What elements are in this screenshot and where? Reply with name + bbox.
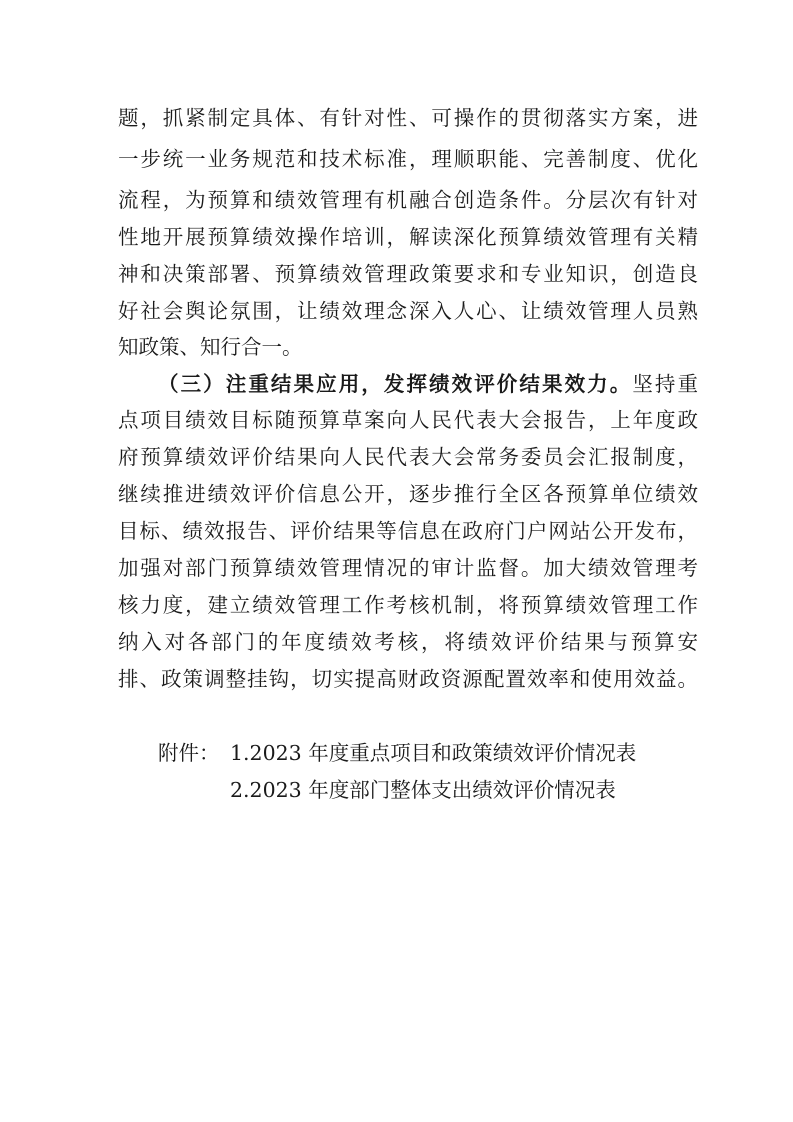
text-line: 府预算绩效评价结果向人民代表大会常务委员会汇报制度， <box>118 445 698 469</box>
attachments-label: 附件： <box>158 741 220 765</box>
attachment-item: 1.2023 年度重点项目和政策绩效评价情况表 <box>230 741 637 765</box>
heading-continuation: 坚持重 <box>632 372 699 396</box>
section-heading: （三）注重结果应用，发挥绩效评价结果效力。 <box>158 372 633 396</box>
text-line: 加强对部门预算绩效管理情况的审计监督。加大绩效管理考 <box>118 556 698 580</box>
text-line: 神和决策部署、预算绩效管理政策要求和专业知识，创造良 <box>118 262 698 286</box>
text-line: 流程，为预算和绩效管理有机融合创造条件。分层次有针对 <box>118 188 698 212</box>
text-line: 性地开展预算绩效操作培训，解读深化预算绩效管理有关精 <box>118 225 698 249</box>
text-line: 核力度，建立绩效管理工作考核机制，将预算绩效管理工作 <box>118 593 698 617</box>
text-line: 纳入对各部门的年度绩效考核，将绩效评价结果与预算安 <box>118 630 698 654</box>
paragraph-first-line <box>158 370 698 398</box>
text-line: 一步统一业务规范和技术标准，理顺职能、完善制度、优化 <box>118 147 698 171</box>
text-line: 继续推进绩效评价信息公开，逐步推行全区各预算单位绩效 <box>118 482 698 506</box>
attachment-item: 2.2023 年度部门整体支出绩效评价情况表 <box>230 778 616 802</box>
text-line: 题，抓紧制定具体、有针对性、可操作的贯彻落实方案，进 <box>118 106 698 130</box>
text-line: 知政策、知行合一。 <box>118 335 303 359</box>
text-line: 点项目绩效目标随预算草案向人民代表大会报告，上年度政 <box>118 408 698 432</box>
text-line: 好社会舆论氛围，让绩效理念深入人心、让绩效管理人员熟 <box>118 299 698 323</box>
text-line: 排、政策调整挂钩，切实提高财政资源配置效率和使用效益。 <box>118 667 698 691</box>
text-line: 目标、绩效报告、评价结果等信息在政府门户网站公开发布， <box>118 519 698 543</box>
